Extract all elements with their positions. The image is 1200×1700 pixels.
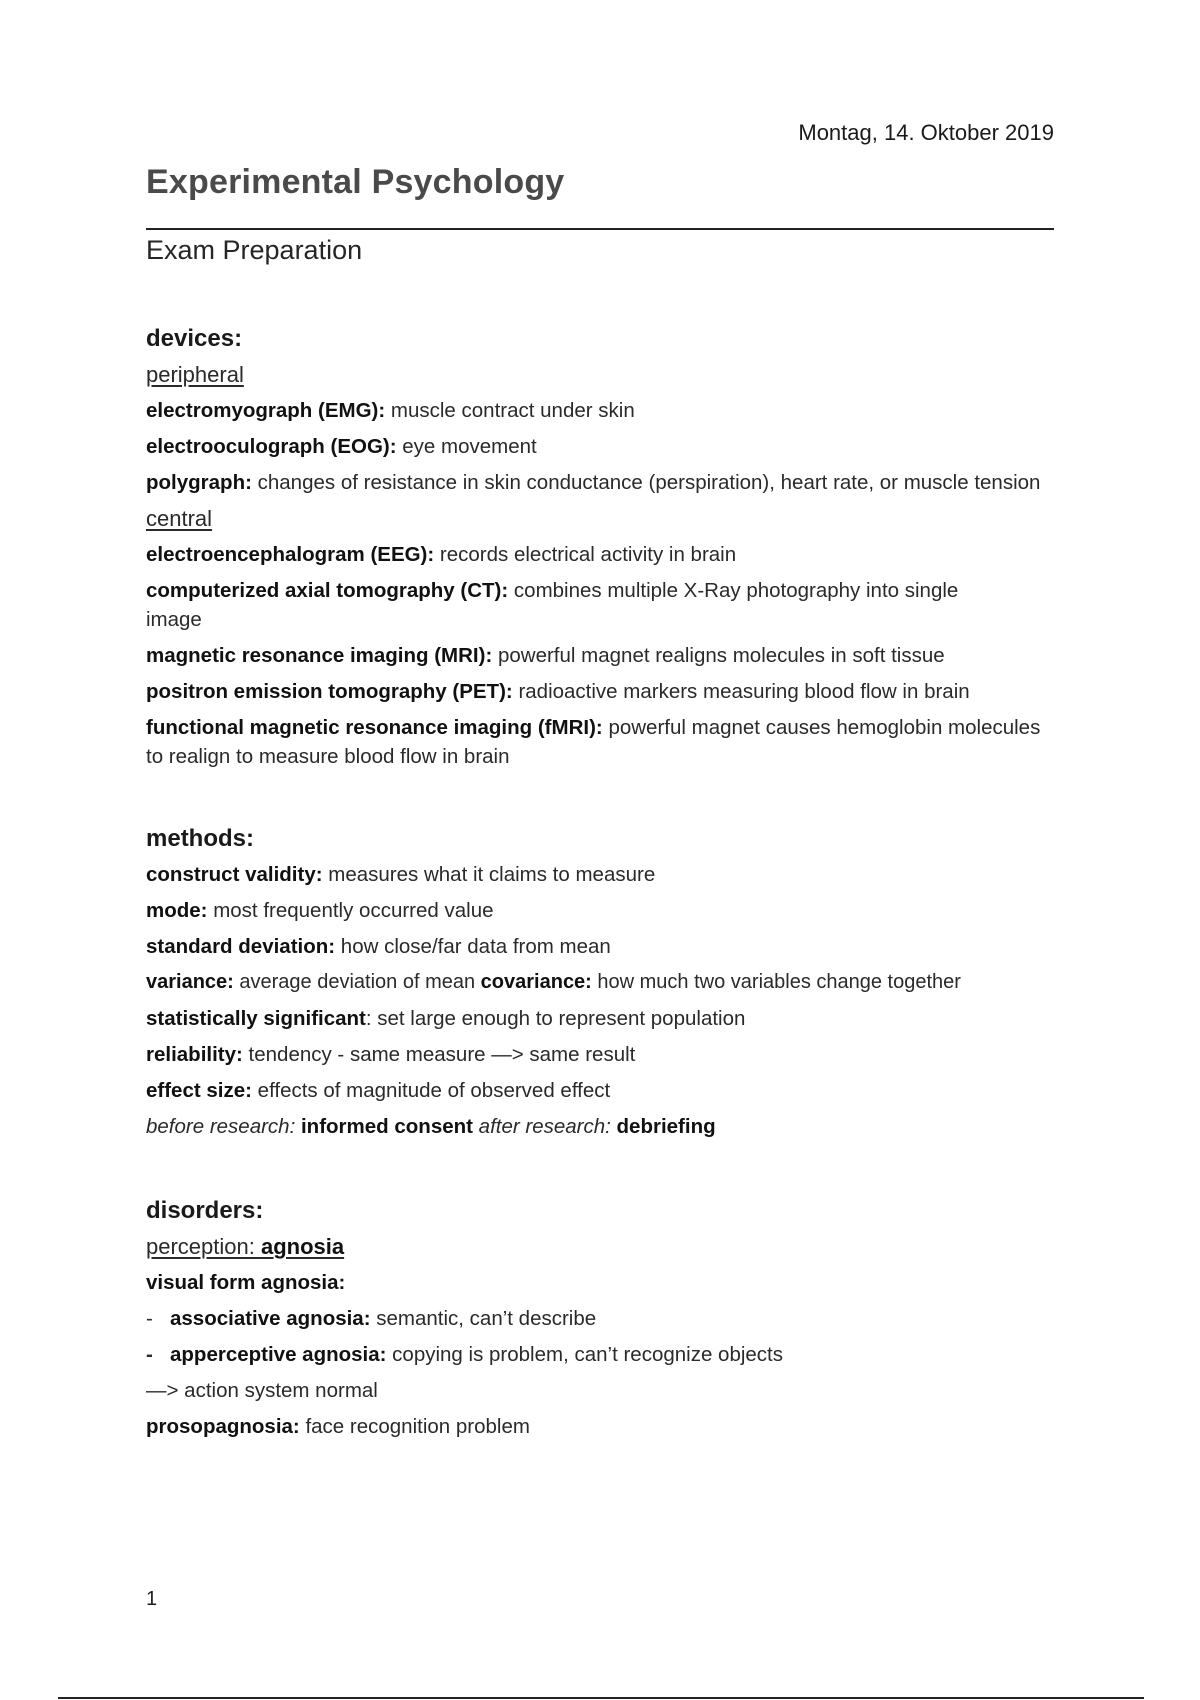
term-effect-size: effect size: <box>146 1079 252 1102</box>
term-covariance: covariance: <box>480 971 592 993</box>
entry-eeg <box>146 540 1054 576</box>
term-variance: variance: <box>146 971 234 993</box>
term-visual-form-agnosia: visual form agnosia: <box>146 1271 346 1294</box>
value-agnosia: agnosia <box>260 1234 345 1259</box>
document-body <box>146 318 1054 1448</box>
entry-visual-form-agnosia <box>146 1268 1054 1304</box>
bullet-dash: - <box>146 1307 153 1330</box>
desc-mri: powerful magnet realigns molecules in soft tissue <box>492 644 945 667</box>
term-eog: electrooculograph (EOG): <box>146 435 397 458</box>
term-prosopagnosia: prosopagnosia: <box>146 1415 300 1438</box>
document-page <box>146 0 1054 1700</box>
entry-action-system-note: —> action system normal <box>146 1379 378 1402</box>
entry-mode <box>146 896 1054 932</box>
term-associative-agnosia: associative agnosia: <box>170 1307 371 1330</box>
label-before-research: before research: <box>146 1115 296 1138</box>
entry-apperceptive-agnosia <box>146 1340 1054 1376</box>
label-after-research: after research: <box>472 1115 611 1138</box>
footer-divider <box>58 1697 1144 1699</box>
entry-effect-size <box>146 1076 1054 1112</box>
desc-eeg: records electrical activity in brain <box>434 543 737 566</box>
desc-standard-deviation: how close/far data from mean <box>335 935 611 958</box>
entry-associative-agnosia <box>146 1304 1054 1340</box>
term-construct-validity: construct validity: <box>146 863 323 886</box>
desc-apperceptive-agnosia: copying is problem, can’t recognize objects <box>386 1343 784 1366</box>
subheading-perception <box>146 1232 1054 1268</box>
desc-effect-size: effects of magnitude of observed effect <box>251 1079 611 1102</box>
entry-emg <box>146 396 1054 432</box>
desc-reliability: tendency - same measure —> same result <box>242 1043 636 1066</box>
page-number: 1 <box>146 1588 158 1610</box>
entry-construct-validity <box>146 860 1054 896</box>
entry-eog <box>146 432 1054 468</box>
entry-reliability <box>146 1040 1054 1076</box>
label-perception: perception: <box>146 1234 261 1259</box>
term-ct: computerized axial tomography (CT): <box>146 579 509 602</box>
desc-prosopagnosia: face recognition problem <box>299 1415 530 1438</box>
value-debriefing: debriefing <box>610 1115 716 1138</box>
term-polygraph: polygraph: <box>146 471 252 494</box>
desc-covariance: how much two variables change together <box>591 971 961 993</box>
document-title: Experimental Psychology <box>146 163 565 201</box>
desc-associative-agnosia: semantic, can’t describe <box>370 1307 597 1330</box>
section-heading-disorders: disorders: <box>146 1197 264 1224</box>
desc-emg: muscle contract under skin <box>385 399 635 422</box>
entry-standard-deviation <box>146 932 1054 968</box>
term-apperceptive-agnosia: apperceptive agnosia: <box>170 1343 387 1366</box>
document-date: Montag, 14. Oktober 2019 <box>798 120 1054 145</box>
term-reliability: reliability: <box>146 1043 243 1066</box>
term-eeg: electroencephalogram (EEG): <box>146 543 435 566</box>
entry-statistically-significant <box>146 1004 1054 1040</box>
title-divider <box>146 228 1054 230</box>
entry-polygraph <box>146 468 1054 497</box>
term-mri: magnetic resonance imaging (MRI): <box>146 644 493 667</box>
entry-fmri <box>146 713 1054 771</box>
desc-ct: combines multiple X-Ray photography into single image <box>146 579 959 631</box>
entry-pet <box>146 677 1054 713</box>
entry-mri <box>146 641 1054 677</box>
section-heading-devices: devices: <box>146 325 243 352</box>
subheading-peripheral: peripheral <box>146 362 244 387</box>
bullet-dash: - <box>146 1343 153 1366</box>
term-statistically-significant: statistically significant <box>146 1007 366 1030</box>
section-heading-methods: methods: <box>146 825 254 852</box>
desc-construct-validity: measures what it claims to measure <box>322 863 656 886</box>
desc-variance: average deviation of mean <box>233 971 481 993</box>
desc-fmri: powerful magnet causes hemoglobin molecules to realign to measure blood flow in brain <box>146 716 1041 768</box>
document-subtitle: Exam Preparation <box>146 235 363 265</box>
entry-variance <box>146 968 1054 1004</box>
entry-research-ethics <box>146 1112 1054 1148</box>
desc-pet: radioactive markers measuring blood flow in brain <box>512 680 970 703</box>
entry-ct <box>146 576 966 634</box>
term-mode: mode: <box>146 899 208 922</box>
term-emg: electromyograph (EMG): <box>146 399 386 422</box>
term-standard-deviation: standard deviation: <box>146 935 336 958</box>
entry-prosopagnosia <box>146 1412 1054 1448</box>
section-gap <box>146 778 1054 818</box>
desc-polygraph: changes of resistance in skin conductance (perspiration), heart rate, or muscle tension <box>251 471 1041 494</box>
term-pet: positron emission tomography (PET): <box>146 680 513 703</box>
desc-mode: most frequently occurred value <box>207 899 494 922</box>
desc-eog: eye movement <box>396 435 537 458</box>
value-informed-consent: informed consent <box>295 1115 473 1138</box>
desc-statistically-significant: : set large enough to represent population <box>365 1007 746 1030</box>
term-fmri: functional magnetic resonance imaging (fMRI): <box>146 716 603 739</box>
subheading-central: central <box>146 506 213 531</box>
section-gap <box>146 1148 1054 1190</box>
